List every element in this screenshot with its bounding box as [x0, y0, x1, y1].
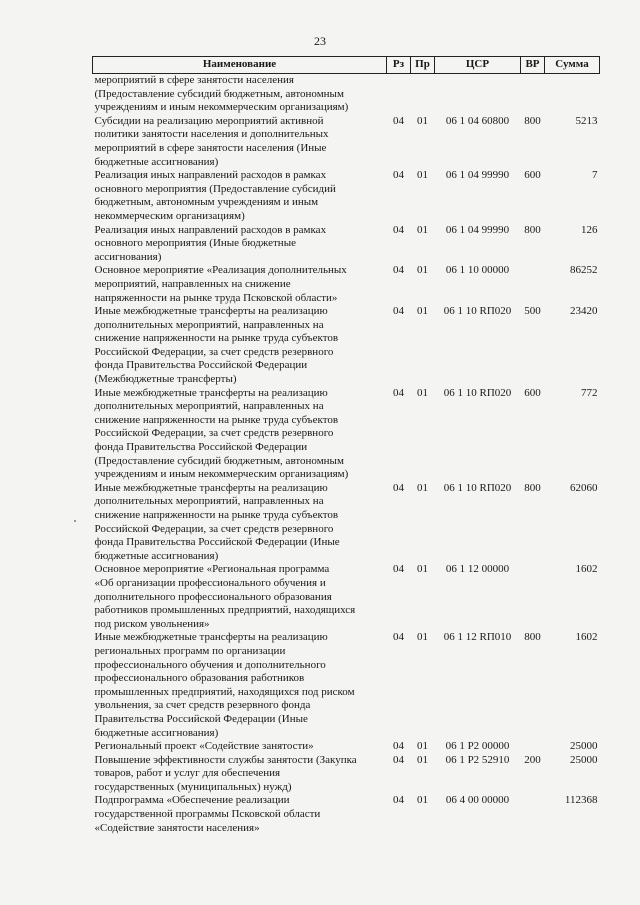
row-name-line: фонда Правительства Российской Федерации (Иные	[94, 536, 340, 549]
row-name-line: дополнительных мероприятий, направленных на	[94, 400, 324, 413]
row-pr: 01	[417, 114, 428, 127]
row-name-line: государственных (муниципальных) нужд)	[94, 780, 292, 793]
row-name-line: товаров, работ и услуг для обеспечения	[94, 767, 281, 780]
row-name-line: Иные межбюджетные трансферты на реализацию	[94, 631, 328, 644]
page-number: 23	[314, 34, 326, 48]
row-name	[93, 169, 387, 223]
row-vr	[521, 740, 545, 754]
row-name	[93, 115, 387, 169]
row-name-line: Основное мероприятие «Региональная программа	[94, 563, 330, 576]
table-row	[93, 563, 600, 631]
row-name	[93, 482, 387, 564]
row-rz: 04	[393, 481, 404, 494]
row-vr: 500	[524, 305, 541, 318]
scan-speck	[74, 520, 76, 522]
row-name-line: Повышение эффективности службы занятости (Закупка	[94, 753, 357, 766]
row-pr	[411, 74, 435, 115]
row-csr: 06 1 P2 00000	[445, 740, 510, 753]
row-name-line: бюджетные ассигнования)	[94, 155, 219, 168]
row-csr: 06 1 12 RП010	[443, 631, 512, 644]
row-name-line: учреждениям и иным некоммерческим организациям)	[94, 101, 349, 114]
table-row	[93, 631, 600, 740]
row-name-line: (Межбюджетные трансферты)	[94, 373, 237, 386]
row-name-line: политики занятости населения и дополнительных	[94, 128, 329, 141]
row-csr: 06 1 10 RП020	[443, 481, 512, 494]
row-name-line: (Предоставление субсидий бюджетным, автономным	[94, 87, 344, 100]
row-name-line: государственной программы Псковской области	[94, 808, 321, 821]
row-rz: 04	[393, 305, 404, 318]
row-name-line: работников промышленных предприятий, находящихся	[94, 604, 356, 617]
table-row	[93, 754, 600, 795]
row-sum: 1602	[575, 631, 598, 644]
row-name-line: ассигнования)	[94, 250, 162, 263]
row-vr: 200	[524, 753, 541, 766]
row-name-line: Российской Федерации, за счет средств резервного	[94, 427, 334, 440]
header-rz: Рз	[387, 57, 411, 74]
row-sum: 25000	[570, 753, 598, 766]
table-row	[93, 305, 600, 387]
row-name-line: региональных программ по организации	[94, 644, 286, 657]
row-vr: 800	[524, 481, 541, 494]
row-rz	[387, 74, 411, 115]
row-sum: 23420	[570, 305, 598, 318]
row-name-line: фонда Правительства Российской Федерации	[94, 441, 308, 454]
row-name	[93, 563, 387, 631]
row-pr: 01	[417, 481, 428, 494]
row-name-line: промышленных предприятий, находящихся под риском	[94, 685, 355, 698]
row-csr: 06 1 04 99990	[445, 223, 510, 236]
row-name	[93, 754, 387, 795]
table-row	[93, 115, 600, 169]
row-name-line: Основное мероприятие «Реализация дополнительных	[94, 264, 347, 277]
row-name	[93, 305, 387, 387]
row-name	[93, 740, 387, 754]
table-body	[93, 74, 600, 836]
row-vr	[521, 74, 545, 115]
row-vr: 800	[524, 114, 541, 127]
row-csr: 06 1 P2 52910	[445, 753, 510, 766]
row-name-line: «Содействие занятости населения»	[94, 821, 260, 834]
row-name-line: учреждениям и иным некоммерческим организациям)	[94, 468, 349, 481]
row-csr: 06 1 10 RП020	[443, 305, 512, 318]
row-sum: 62060	[570, 481, 598, 494]
row-csr: 06 1 04 60800	[445, 114, 510, 127]
row-name	[93, 74, 387, 115]
row-sum: 86252	[570, 264, 598, 277]
table-row	[93, 169, 600, 223]
row-name-line: Иные межбюджетные трансферты на реализацию	[94, 305, 328, 318]
header-csr: ЦСР	[435, 57, 521, 74]
table-row	[93, 74, 600, 115]
row-name-line: Региональный проект «Содействие занятости»	[94, 740, 314, 753]
row-name-line: напряженности на рынке труда Псковской области»	[94, 291, 338, 304]
row-name-line: профессионального образования работников	[94, 672, 305, 685]
row-name-line: профессионального обучения и дополнительного	[94, 658, 326, 671]
row-vr	[521, 794, 545, 835]
row-pr: 01	[417, 563, 428, 576]
row-name-line: дополнительных мероприятий, направленных на	[94, 495, 324, 508]
row-rz: 04	[393, 114, 404, 127]
table-header	[93, 57, 600, 74]
table-row	[93, 387, 600, 482]
row-pr: 01	[417, 386, 428, 399]
row-name-line: «Об организации профессионального обучения и	[94, 576, 326, 589]
row-rz: 04	[393, 794, 404, 807]
row-csr: 06 1 10 00000	[445, 264, 510, 277]
row-csr: 06 1 10 RП020	[443, 386, 512, 399]
row-pr: 01	[417, 169, 428, 182]
row-name-line: под риском увольнения»	[94, 617, 210, 630]
table-row	[93, 224, 600, 265]
table-row	[93, 264, 600, 305]
row-pr: 01	[417, 753, 428, 766]
header-pr: Пр	[411, 57, 435, 74]
row-sum: 25000	[570, 740, 598, 753]
header-name: Наименование	[93, 57, 387, 74]
row-name-line: Российской Федерации, за счет средств резервного	[94, 345, 334, 358]
row-name-line: дополнительного профессионального образования	[94, 590, 332, 603]
table-row	[93, 482, 600, 564]
row-rz: 04	[393, 631, 404, 644]
row-rz: 04	[393, 264, 404, 277]
row-name-line: увольнения, за счет средств резервного фонда	[94, 699, 311, 712]
row-name-line: Правительства Российской Федерации (Иные	[94, 712, 308, 725]
row-name	[93, 224, 387, 265]
row-name-line: основного мероприятия (Иные бюджетные	[94, 237, 296, 250]
row-rz: 04	[393, 169, 404, 182]
row-name-line: снижение напряженности на рынке труда субъектов	[94, 509, 339, 521]
row-vr: 800	[524, 223, 541, 236]
row-sum: 7	[592, 169, 598, 182]
row-sum: 5213	[575, 114, 598, 127]
header-vr: ВР	[521, 57, 545, 74]
header-sum: Сумма	[545, 57, 600, 74]
row-rz: 04	[393, 386, 404, 399]
row-name-line: бюджетные ассигнования)	[94, 549, 219, 562]
row-csr: 06 1 04 99990	[445, 169, 510, 182]
row-vr: 800	[524, 631, 541, 644]
row-pr: 01	[417, 740, 428, 753]
row-name-line: Иные межбюджетные трансферты на реализацию	[94, 481, 328, 494]
row-name-line: Подпрограмма «Обеспечение реализации	[94, 794, 290, 807]
row-csr	[435, 74, 521, 115]
row-rz: 04	[393, 740, 404, 753]
table-row	[93, 794, 600, 835]
row-pr: 01	[417, 631, 428, 644]
row-name	[93, 794, 387, 835]
row-pr: 01	[417, 794, 428, 807]
row-name-line: дополнительных мероприятий, направленных на	[94, 318, 324, 331]
budget-table	[92, 56, 600, 835]
row-vr	[521, 563, 545, 631]
row-name	[93, 264, 387, 305]
row-vr: 600	[524, 386, 541, 399]
row-name-line: Российской Федерации, за счет средств резервного	[94, 522, 334, 535]
row-name-line: Иные межбюджетные трансферты на реализацию	[94, 386, 328, 399]
row-name-line: бюджетным, автономным учреждениям и иным	[94, 196, 319, 209]
row-pr: 01	[417, 305, 428, 318]
table-row	[93, 740, 600, 754]
row-sum: 1602	[575, 563, 598, 576]
row-name-line: некоммерческим организациям)	[94, 209, 245, 222]
row-csr: 06 4 00 00000	[445, 794, 510, 807]
row-name-line: основного мероприятия (Предоставление субсидий	[94, 182, 336, 195]
row-name-line: мероприятий, направленных на снижение	[94, 277, 291, 290]
row-name-line: Субсидии на реализацию мероприятий активной	[94, 114, 324, 127]
row-name-line: мероприятий в сфере занятости населения (Иные	[94, 141, 327, 154]
row-name-line: бюджетные ассигнования)	[94, 726, 219, 739]
row-name-line: Реализация иных направлений расходов в рамках	[94, 169, 327, 182]
row-sum	[545, 74, 600, 115]
row-name-line: фонда Правительства Российской Федерации	[94, 359, 308, 372]
row-sum: 126	[581, 223, 598, 236]
row-pr: 01	[417, 264, 428, 277]
row-name	[93, 631, 387, 740]
row-pr: 01	[417, 223, 428, 236]
row-name-line: мероприятий в сфере занятости населения	[94, 74, 294, 86]
row-name-line: снижение напряженности на рынке труда субъектов	[94, 332, 339, 345]
row-vr: 600	[524, 169, 541, 182]
row-rz: 04	[393, 223, 404, 236]
row-sum: 112368	[564, 794, 598, 807]
row-name	[93, 387, 387, 482]
row-name-line: Реализация иных направлений расходов в рамках	[94, 223, 327, 236]
row-name-line: снижение напряженности на рынке труда субъектов	[94, 413, 339, 426]
row-vr	[521, 264, 545, 305]
row-name-line: (Предоставление субсидий бюджетным, автономным	[94, 454, 344, 467]
row-rz: 04	[393, 563, 404, 576]
row-sum: 772	[581, 386, 598, 399]
row-csr: 06 1 12 00000	[445, 563, 510, 576]
row-rz: 04	[393, 753, 404, 766]
